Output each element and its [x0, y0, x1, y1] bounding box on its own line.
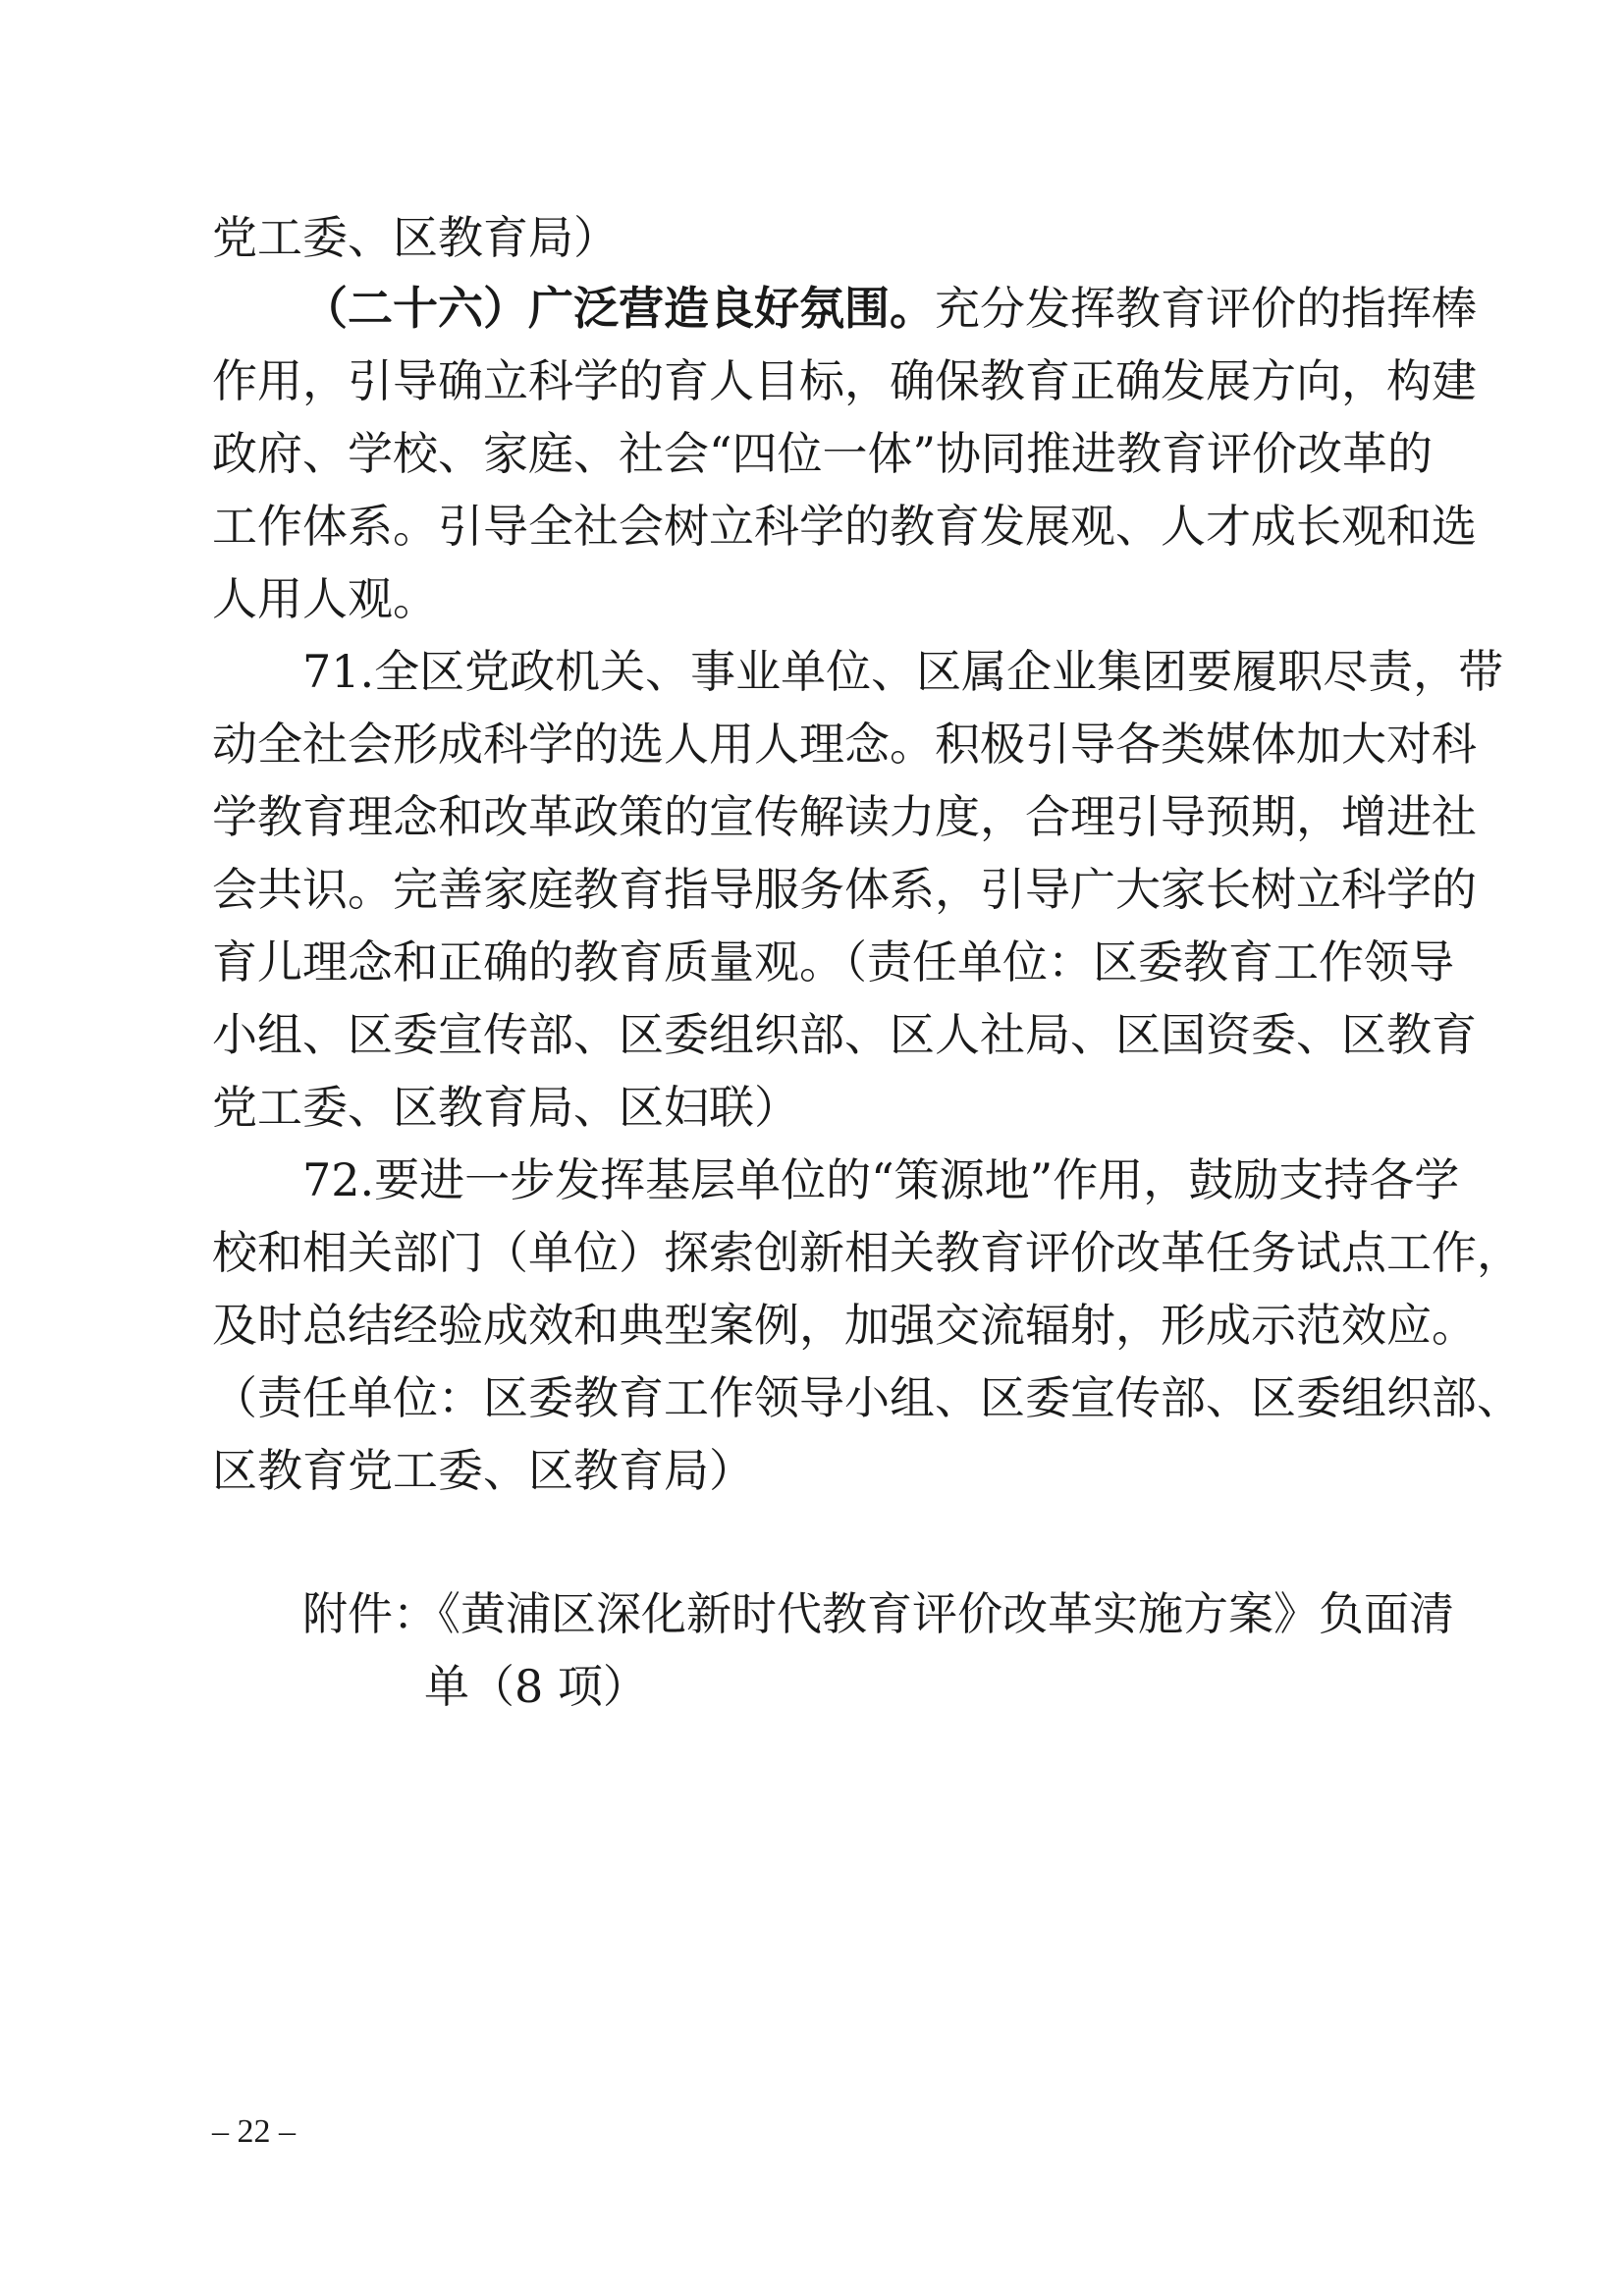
- item-71-line-7: 党工委、区教育局、区妇联）: [212, 1081, 799, 1134]
- body-line-3: 作用，引导确立科学的育人目标，确保教育正确发展方向，构建: [212, 354, 1477, 407]
- section-heading-line: [302, 279, 1477, 338]
- item-71-line-2: 动全社会形成科学的选人用人理念。积极引导各类媒体加大对科: [212, 718, 1477, 771]
- section-heading-title: （二十六）广泛营造良好氛围。: [302, 282, 935, 335]
- item-71-line-4: 会共识。完善家庭教育指导服务体系，引导广大家长树立科学的: [212, 863, 1477, 916]
- item-71-line-6: 小组、区委宣传部、区委组织部、区人社局、区国资委、区教育: [212, 1008, 1477, 1061]
- attachment-line-1: 附件：《黄浦区深化新时代教育评价改革实施方案》负面清: [302, 1587, 1454, 1640]
- item-72-line-1: 72.要进一步发挥基层单位的“策源地”作用，鼓励支持各学: [302, 1153, 1460, 1206]
- body-line-5: 工作体系。引导全社会树立科学的教育发展观、人才成长观和选: [212, 500, 1477, 553]
- body-line-6: 人用人观。: [212, 572, 438, 625]
- page-number: – 22 –: [212, 2113, 296, 2150]
- body-line-4: 政府、学校、家庭、社会“四位一体”协同推进教育评价改革的: [212, 427, 1434, 480]
- item-71-line-3: 学教育理念和改革政策的宣传解读力度，合理引导预期，增进社: [212, 790, 1477, 843]
- item-72-line-2: 校和相关部门（单位）探索创新相关教育评价改革任务试点工作，: [212, 1226, 1522, 1279]
- body-line-1: 党工委、区教育局）: [212, 211, 619, 264]
- item-72-line-5: 区教育党工委、区教育局）: [212, 1444, 754, 1497]
- item-72-line-3: 及时总结经验成效和典型案例，加强交流辐射，形成示范效应。: [212, 1299, 1477, 1352]
- attachment-line-2: 单（8 项）: [424, 1660, 648, 1713]
- item-71-line-5: 育儿理念和正确的教育质量观。（责任单位：区委教育工作领导: [212, 935, 1454, 988]
- item-71-line-1: 71.全区党政机关、事业单位、区属企业集团要履职尽责，带: [302, 645, 1504, 698]
- section-heading-text: 充分发挥教育评价的指挥棒: [935, 282, 1477, 335]
- item-72-line-4: （责任单位：区委教育工作领导小组、区委宣传部、区委组织部、: [212, 1371, 1522, 1424]
